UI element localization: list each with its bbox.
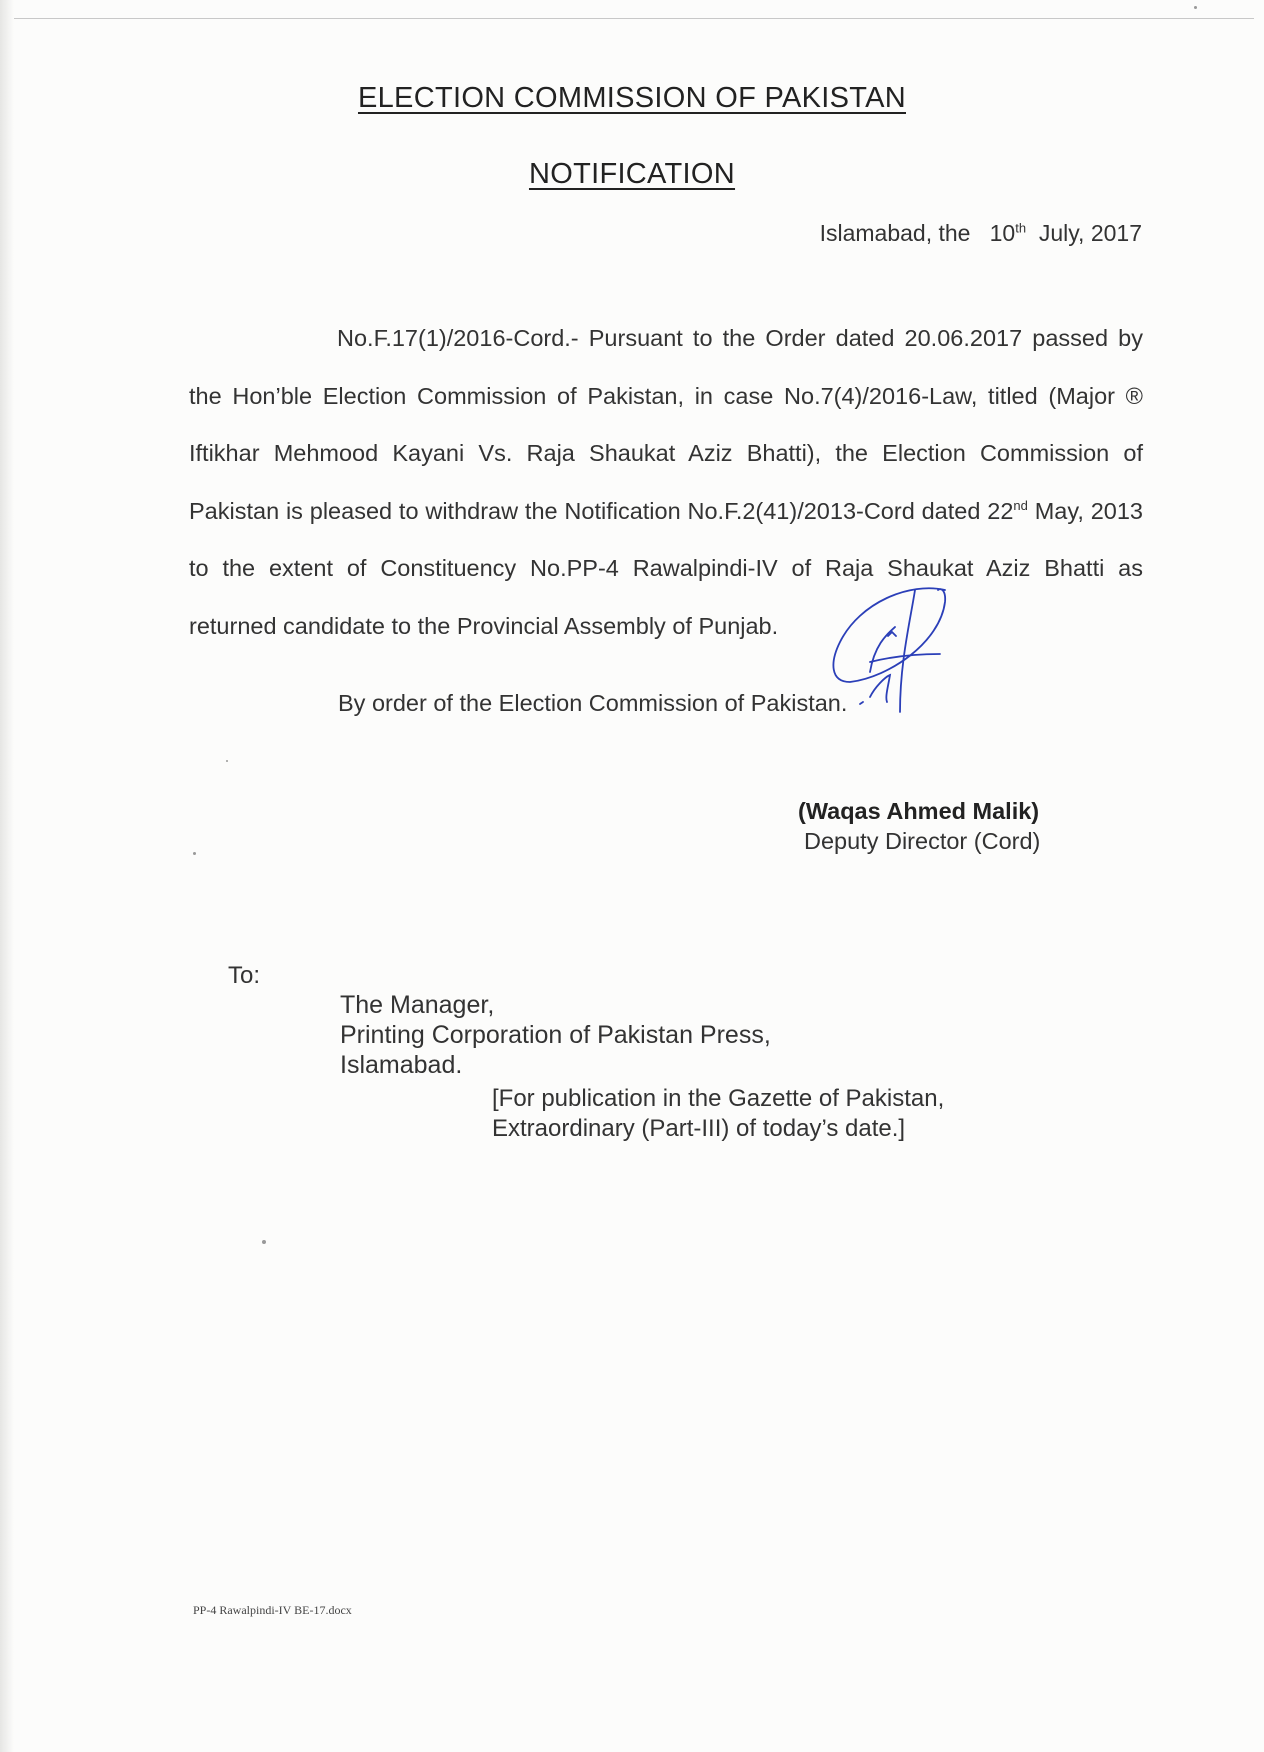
recipient-line-1: The Manager,: [340, 991, 495, 1019]
recipient-line-2: Printing Corporation of Pakistan Press,: [340, 1021, 771, 1049]
recipient-line-3: Islamabad.: [340, 1051, 463, 1079]
recipient-address: [340, 990, 771, 1080]
dateline-day-suffix: th: [1015, 220, 1027, 236]
scan-left-shadow: [0, 0, 14, 1752]
dateline-prefix: Islamabad, the: [819, 220, 971, 246]
scan-speck: [193, 852, 196, 855]
body-text-part1: No.F.17(1)/2016-Cord.- Pursuant to the Order dated 20.06.2017 passed by the Hon’ble Election Commission of Pakistan, in case No.7(4)/2016-Law, titled (Major ® Iftikhar Mehmood Kayani Vs. Raja Shaukat Aziz Bhatti), the Election Commission of Pakistan is pleased to withdraw the Notification No.F.2(41)/2013-Cord dated 22: [189, 325, 1143, 524]
publication-note-line-2: Extraordinary (Part-III) of today’s date.]: [492, 1115, 906, 1142]
publication-note-line-1: [For publication in the Gazette of Pakistan,: [492, 1085, 945, 1112]
body-text-part2: May, 2013 to the extent of Constituency No.PP-4 Rawalpindi-IV of Raja Shaukat Aziz Bhatti as returned candidate to the Provincial Assembly of Punjab.: [189, 497, 1143, 639]
footer-filename: PP-4 Rawalpindi-IV BE-17.docx: [193, 1603, 352, 1617]
publication-note: [492, 1084, 944, 1144]
body-date-suffix: nd: [1013, 497, 1028, 513]
scan-speck: [1194, 6, 1197, 9]
signatory-name: (Waqas Ahmed Malik): [798, 798, 1040, 824]
dateline: [820, 220, 1142, 247]
scan-speck: [262, 1240, 266, 1244]
signatory-designation: Deputy Director (Cord): [804, 828, 1041, 854]
handwritten-signature: [830, 582, 1000, 792]
scan-top-edge: [10, 18, 1254, 19]
to-label: To:: [228, 962, 261, 989]
notification-heading: NOTIFICATION: [528, 158, 736, 190]
dateline-month-year: July, 2017: [1038, 220, 1142, 246]
dateline-day: 10: [989, 220, 1016, 246]
scan-speck: [226, 760, 228, 762]
order-line: By order of the Election Commission of Pakistan.: [338, 690, 848, 716]
organization-heading: ELECTION COMMISSION OF PAKISTAN: [357, 82, 906, 114]
